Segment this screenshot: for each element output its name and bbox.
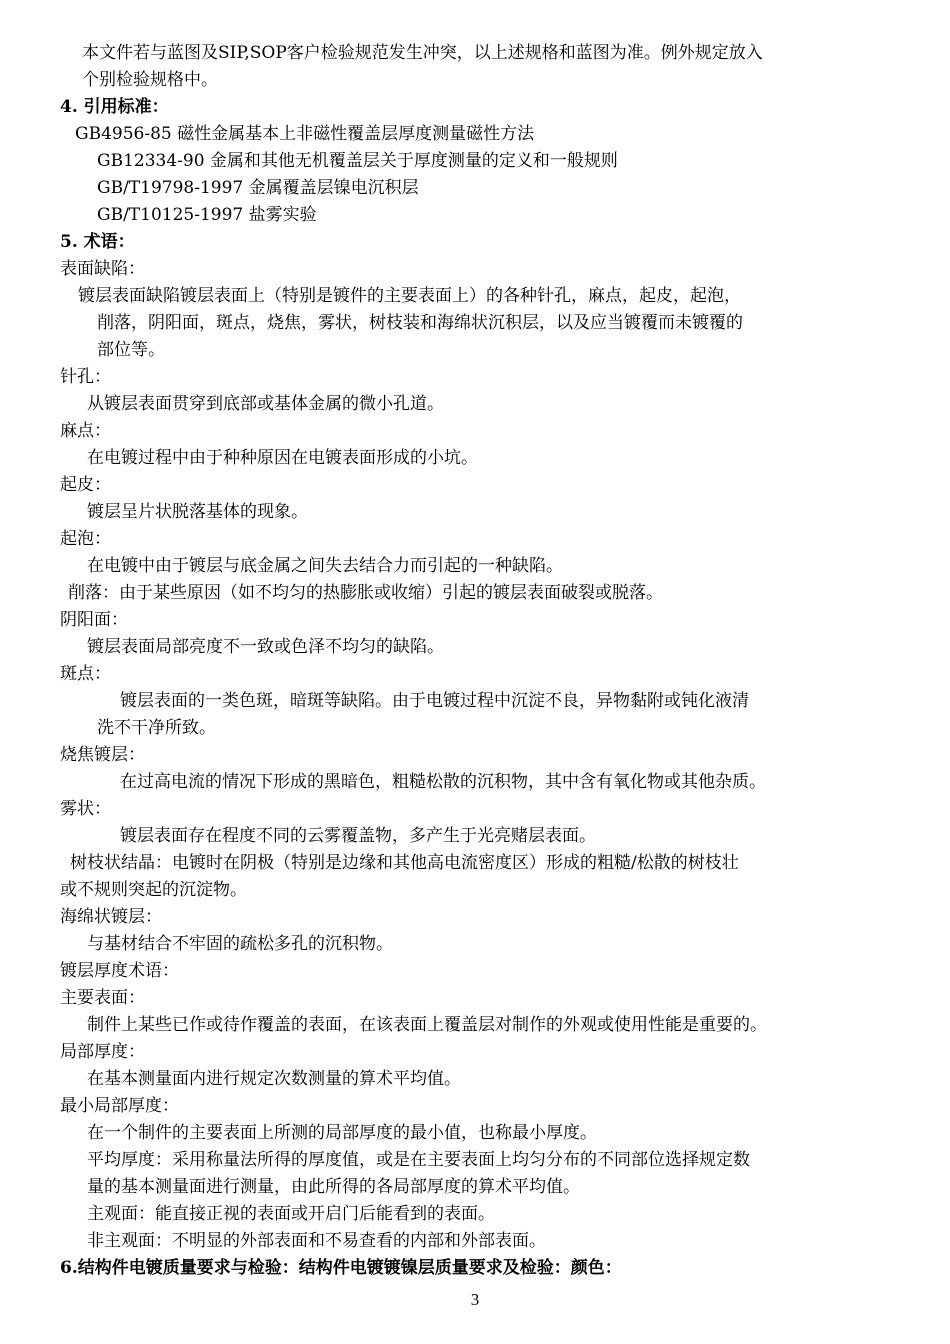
section-heading: 4. 引用标准： — [60, 97, 169, 117]
text-line: 制件上某些已作或待作覆盖的表面，在该表面上覆盖层对制作的外观或使用性能是重要的。 — [87, 1015, 767, 1035]
text-line: 在过高电流的情况下形成的黑暗色，粗糙松散的沉积物，其中含有氧化物或其他杂质。 — [120, 772, 766, 792]
term-heading: 海绵状镀层： — [60, 907, 162, 927]
text-line: 镀层表面的一类色斑，暗斑等缺陷。由于电镀过程中沉淀不良，异物黏附或钝化液清 — [120, 691, 749, 711]
term-heading: 阴阳面： — [60, 610, 128, 630]
text-line: 从镀层表面贯穿到底部或基体金属的微小孔道。 — [87, 394, 444, 414]
term-heading: 主要表面： — [60, 988, 145, 1008]
text-line: 树枝状结晶：电镀时在阴极（特别是边缘和其他高电流密度区）形成的粗糙/松散的树枝壮 — [70, 853, 739, 873]
section-heading: 5. 术语： — [60, 232, 135, 252]
text-line: GB4956-85 磁性金属基本上非磁性覆盖层厚度测量磁性方法 — [75, 124, 535, 144]
term-heading: 斑点： — [60, 664, 111, 684]
term-heading: 起皮： — [60, 475, 111, 495]
text-line: 洗不干净所致。 — [97, 718, 216, 738]
text-line: 量的基本测量面进行测量，由此所得的各局部厚度的算术平均值。 — [87, 1177, 580, 1197]
term-heading: 表面缺陷： — [60, 259, 145, 279]
text-line: 在电镀中由于镀层与底金属之间失去结合力而引起的一种缺陷。 — [87, 556, 563, 576]
text-line: 削落：由于某些原因（如不均匀的热膨胀或收缩）引起的镀层表面破裂或脱落。 — [68, 583, 663, 603]
text-line: 主观面：能直接正视的表面或开启门后能看到的表面。 — [87, 1204, 495, 1224]
text-line: 个别检验规格中。 — [82, 70, 218, 90]
text-line: 在电镀过程中由于种种原因在电镀表面形成的小坑。 — [87, 448, 478, 468]
term-heading: 局部厚度： — [60, 1042, 145, 1062]
text-line: 部位等。 — [97, 340, 165, 360]
text-line: 镀层呈片状脱落基体的现象。 — [87, 502, 308, 522]
term-heading: 最小局部厚度： — [60, 1096, 179, 1116]
term-heading: 烧焦镀层： — [60, 745, 145, 765]
text-line: 或不规则突起的沉淀物。 — [60, 880, 247, 900]
term-heading: 麻点： — [60, 421, 111, 441]
text-line: 削落，阴阳面，斑点，烧焦，雾状，树枝装和海绵状沉积层，以及应当镀覆而未镀覆的 — [97, 313, 743, 333]
text-line: 在基本测量面内进行规定次数测量的算术平均值。 — [87, 1069, 461, 1089]
term-heading: 雾状： — [60, 799, 111, 819]
text-line: GB/T19798-1997 金属覆盖层镍电沉积层 — [97, 178, 419, 198]
text-line: GB12334-90 金属和其他无机覆盖层关于厚度测量的定义和一般规则 — [97, 151, 618, 171]
text-line: GB/T10125-1997 盐雾实验 — [97, 205, 317, 225]
text-line: 镀层表面缺陷镀层表面上（特别是镀件的主要表面上）的各种针孔，麻点，起皮，起泡， — [78, 286, 741, 306]
term-heading: 起泡： — [60, 529, 111, 549]
text-line: 非主观面：不明显的外部表面和不易查看的内部和外部表面。 — [87, 1231, 546, 1251]
text-line: 与基材结合不牢固的疏松多孔的沉积物。 — [87, 934, 393, 954]
page-number: 3 — [470, 1290, 480, 1309]
text-line: 在一个制件的主要表面上所测的局部厚度的最小值，也称最小厚度。 — [87, 1123, 597, 1143]
text-line: 镀层表面局部亮度不一致或色泽不均匀的缺陷。 — [87, 637, 444, 657]
term-heading: 镀层厚度术语： — [60, 961, 179, 981]
text-line: 本文件若与蓝图及SIP,SOP客户检验规范发生冲突，以上述规格和蓝图为准。例外规定放入 — [82, 43, 763, 63]
text-line: 平均厚度：采用称量法所得的厚度值，或是在主要表面上均匀分布的不同部位选择规定数 — [87, 1150, 750, 1170]
section-heading: 6.结构件电镀质量要求与检验：结构件电镀镀镍层质量要求及检验：颜色： — [60, 1258, 622, 1278]
term-heading: 针孔： — [60, 367, 111, 387]
text-line: 镀层表面存在程度不同的云雾覆盖物，多产生于光亮赌层表面。 — [120, 826, 596, 846]
